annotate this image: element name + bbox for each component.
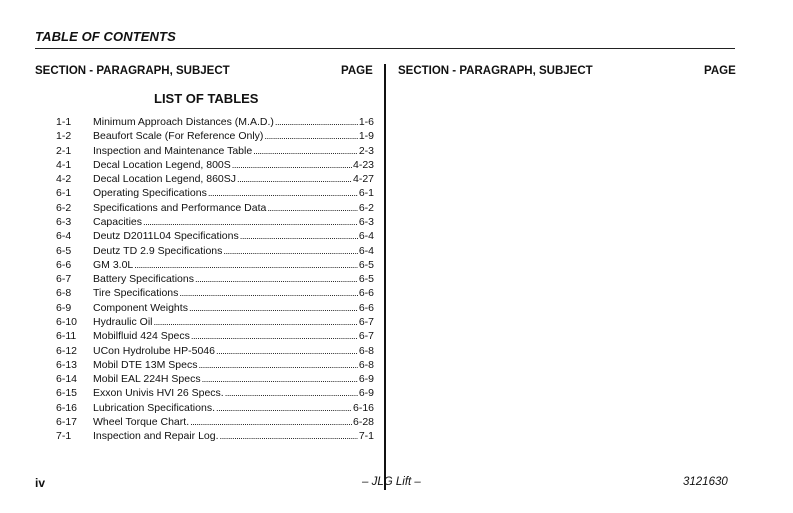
toc-entry-number: 6-16 [56,401,78,414]
right-section-heading: SECTION - PARAGRAPH, SUBJECT [398,65,593,77]
toc-dot-leader [220,430,358,444]
toc-entry[interactable] [56,229,374,243]
toc-dot-leader [202,373,358,387]
toc-entry[interactable] [56,272,374,286]
toc-dot-leader [143,216,358,230]
toc-entry-number: 6-10 [56,315,78,328]
toc-entry[interactable] [56,315,374,329]
toc-entry[interactable] [56,244,374,258]
toc-entry-number: 1-1 [56,116,72,128]
toc-entry[interactable] [56,286,374,300]
toc-entry-number: 6-9 [56,301,72,314]
toc-entry[interactable] [56,258,374,272]
toc-entry-subject: Exxon Univis HVI 26 Specs. [93,387,224,400]
toc-entry[interactable] [56,115,374,129]
toc-entry-subject: Specifications and Performance Data [93,201,267,214]
toc-entry-number: 4-1 [56,158,72,171]
toc-entry-subject: Deutz D2011L04 Specifications [93,230,239,243]
toc-entry-page: 6-1 [358,187,374,200]
toc-entry-page: 6-4 [358,230,374,243]
toc-dot-leader [189,302,358,316]
toc-entry-subject: Tire Specifications [93,287,179,300]
toc-entry-page: 6-7 [358,330,374,343]
toc-dot-leader [216,402,352,416]
toc-entry[interactable] [56,344,374,358]
toc-dot-leader [223,245,357,259]
left-section-heading: SECTION - PARAGRAPH, SUBJECT [35,65,230,77]
toc-entry-number: 6-7 [56,273,72,286]
toc-dot-leader [154,316,358,330]
toc-entry-subject: Inspection and Maintenance Table [93,144,253,157]
toc-entry[interactable] [56,201,374,215]
page-title: TABLE OF CONTENTS [35,29,176,44]
toc-entry-number: 6-3 [56,215,72,228]
toc-entry-page: 6-2 [358,201,374,214]
toc-dot-leader [225,387,358,401]
toc-dot-leader [264,130,357,144]
column-divider [384,64,386,490]
toc-entry[interactable] [56,186,374,200]
footer-page-number: iv [35,476,46,490]
toc-entry-subject: UCon Hydrolube HP-5046 [93,344,215,357]
toc-entry-subject: Mobilfluid 424 Specs [93,330,190,343]
title-underline [35,48,735,49]
toc-entry-page: 6-8 [358,358,374,371]
toc-entry-number: 6-14 [56,373,78,386]
toc-entry[interactable] [56,358,374,372]
toc-entry-page: 6-8 [358,344,374,357]
toc-entry-page: 6-6 [358,287,374,300]
toc-entry-subject: Deutz TD 2.9 Specifications [93,244,223,257]
toc-entry-number: 7-1 [56,430,72,443]
toc-dot-leader [190,416,352,430]
toc-entry-page: 1-6 [358,116,374,128]
toc-entry-subject: Minimum Approach Distances (M.A.D.) [93,116,274,128]
toc-dot-leader [237,173,352,187]
toc-entry[interactable] [56,158,374,172]
table-list [56,115,374,443]
toc-entry[interactable] [56,172,374,186]
toc-entry-page: 6-4 [358,244,374,257]
toc-entry[interactable] [56,144,374,158]
footer-publisher: – JLG Lift – [362,476,421,488]
toc-entry-page: 4-27 [352,173,374,186]
toc-entry-subject: Lubrication Specifications. [93,401,215,414]
toc-dot-leader [208,187,358,201]
toc-entry-number: 6-6 [56,258,72,271]
toc-dot-leader [267,202,357,216]
toc-entry-number: 1-2 [56,130,72,143]
toc-entry-number: 6-5 [56,244,72,257]
toc-entry-page: 1-9 [358,130,374,143]
toc-entry-page: 6-16 [352,401,374,414]
toc-dot-leader [232,159,352,173]
toc-entry-subject: Beaufort Scale (For Reference Only) [93,130,264,143]
toc-dot-leader [195,273,358,287]
toc-dot-leader [253,145,358,159]
toc-entry[interactable] [56,301,374,315]
toc-dot-leader [240,230,358,244]
toc-entry-page: 2-3 [358,144,374,157]
left-page-heading: PAGE [341,65,373,77]
toc-entry-number: 6-11 [56,330,77,343]
toc-entry[interactable] [56,429,374,443]
toc-dot-leader [216,345,358,359]
toc-entry-page: 4-23 [352,158,374,171]
toc-dot-leader [198,359,357,373]
toc-entry-subject: Operating Specifications [93,187,207,200]
toc-entry-page: 7-1 [358,430,374,443]
toc-entry-subject: Component Weights [93,301,188,314]
toc-entry-number: 6-2 [56,201,72,214]
toc-entry-page: 6-7 [358,315,374,328]
toc-entry-subject: Decal Location Legend, 800S [93,158,231,171]
toc-entry-subject: Wheel Torque Chart. [93,415,190,428]
toc-entry-number: 6-4 [56,230,72,243]
toc-entry-subject: Battery Specifications [93,273,194,286]
toc-dot-leader [275,116,358,130]
toc-entry-number: 6-17 [56,415,78,428]
footer-doc-number: 3121630 [683,476,728,488]
toc-entry-subject: GM 3.0L [93,258,134,271]
toc-entry-page: 6-9 [358,387,374,400]
toc-entry[interactable] [56,372,374,386]
toc-entry[interactable] [56,329,374,343]
toc-entry-number: 6-13 [56,358,78,371]
toc-entry-number: 2-1 [56,144,72,157]
toc-entry-subject: Mobil EAL 224H Specs [93,373,201,386]
right-page-heading: PAGE [704,65,736,77]
toc-entry-page: 6-5 [358,258,374,271]
toc-entry-number: 6-1 [56,187,72,200]
toc-entry-subject: Inspection and Repair Log. [93,430,219,443]
toc-entry-page: 6-9 [358,373,374,386]
toc-entry-page: 6-3 [358,215,374,228]
toc-entry-number: 6-15 [56,387,78,400]
toc-entry-number: 4-2 [56,173,72,186]
toc-entry[interactable] [56,401,374,415]
toc-entry-page: 6-28 [352,415,374,428]
toc-dot-leader [134,259,358,273]
toc-entry[interactable] [56,415,374,429]
toc-entry-subject: Capacities [93,215,143,228]
toc-entry-subject: Mobil DTE 13M Specs [93,358,198,371]
toc-entry-subject: Hydraulic Oil [93,315,153,328]
toc-entry[interactable] [56,129,374,143]
toc-entry[interactable] [56,386,374,400]
toc-entry-number: 6-12 [56,344,78,357]
list-of-tables-heading: LIST OF TABLES [154,91,259,106]
toc-entry[interactable] [56,215,374,229]
toc-dot-leader [191,330,358,344]
toc-dot-leader [179,287,357,301]
toc-entry-number: 6-8 [56,287,72,300]
toc-entry-page: 6-6 [358,301,374,314]
toc-entry-page: 6-5 [358,273,374,286]
toc-entry-subject: Decal Location Legend, 860SJ [93,173,237,186]
